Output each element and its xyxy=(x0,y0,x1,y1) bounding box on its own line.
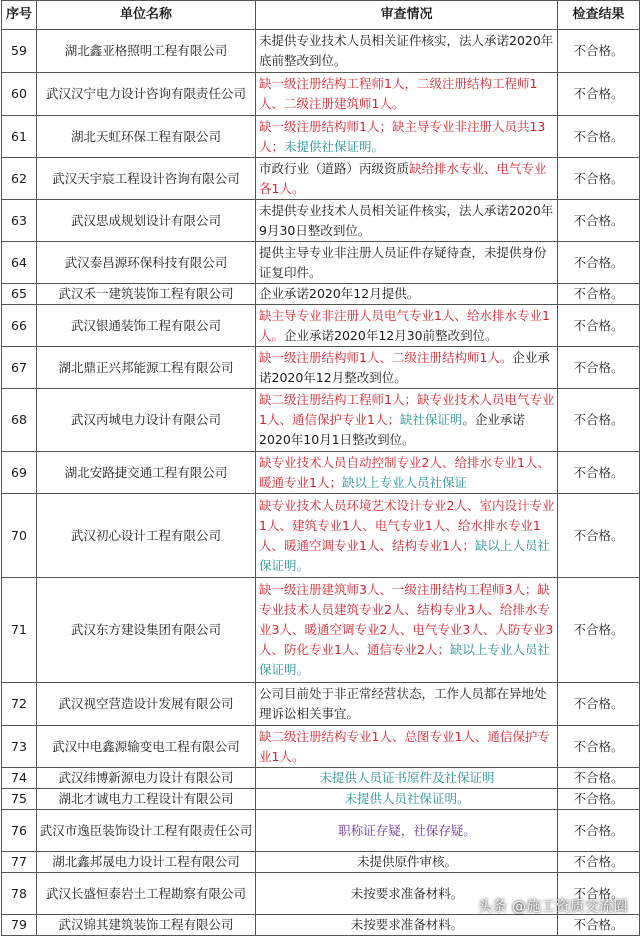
company-name: 武汉思成规划设计有限公司 xyxy=(37,200,256,242)
review-cell xyxy=(256,389,558,452)
header-result: 检查结果 xyxy=(558,1,640,30)
review-text: 缺以上专业人员社保证明。 xyxy=(259,642,550,677)
review-cell xyxy=(256,116,558,158)
row-number: 67 xyxy=(2,347,37,389)
row-number: 62 xyxy=(2,158,37,200)
company-name: 湖北鑫亚格照明工程有限公司 xyxy=(37,30,256,73)
table-row xyxy=(2,242,640,284)
table-row xyxy=(2,789,640,810)
review-cell xyxy=(256,789,558,810)
review-cell xyxy=(256,158,558,200)
review-text: 企业承诺2020年12月提供。 xyxy=(259,286,420,301)
result-cell: 不合格。 xyxy=(558,158,640,200)
table-row xyxy=(2,116,640,158)
company-name: 湖北鼎正兴邦能源工程有限公司 xyxy=(37,347,256,389)
review-text: 缺以上专业人员社保证 xyxy=(341,474,467,490)
company-name: 武汉视空营造设计发展有限公司 xyxy=(37,683,256,726)
review-text: 未提供人员证书原件及社保证明 xyxy=(319,770,495,785)
review-cell xyxy=(256,452,558,494)
table-row xyxy=(2,158,640,200)
table-row xyxy=(2,73,640,116)
review-text: 缺社保证明 xyxy=(399,412,463,427)
review-text: 缺一级注册建筑师3人、一级注册结构工程师3人；缺专业技术人员建筑专业2人、结构专业3人、给排水专业3人、暖通空调专业2人、电气专业3人、人防专业3人、防化专业1人、通信专业2人； xyxy=(259,582,554,657)
review-cell xyxy=(256,768,558,789)
review-text: 提供主导专业非注册人员证件存疑待查，未提供身份证复印件。 xyxy=(259,244,547,280)
row-number: 60 xyxy=(2,73,37,116)
result-cell: 不合格。 xyxy=(558,30,640,73)
review-cell xyxy=(256,852,558,873)
inspection-table xyxy=(1,0,640,936)
row-number: 76 xyxy=(2,810,37,852)
review-text: 缺专业技术人员自动控制专业2人、给排水专业1人、暖通专业1人； xyxy=(259,454,550,490)
company-name: 武汉天宇宸工程设计咨询有限公司 xyxy=(37,158,256,200)
table-row xyxy=(2,726,640,768)
review-text: 企业承诺2020年12月整改到位。 xyxy=(259,349,550,385)
table-row xyxy=(2,578,640,683)
company-name: 武汉汉宁电力设计咨询有限责任公司 xyxy=(37,73,256,116)
review-text: 未按要求准备材料。 xyxy=(350,917,464,932)
company-name: 武汉银通装饰工程有限公司 xyxy=(37,305,256,347)
table-row xyxy=(2,852,640,873)
review-text: 缺以上人员社保证明。 xyxy=(259,537,550,573)
result-cell: 不合格。 xyxy=(558,452,640,494)
table-row xyxy=(2,915,640,936)
review-text: 职称证存疑，社保存疑。 xyxy=(338,822,476,838)
review-text: 缺二级注册结构专业1人、总图专业1人、通信保护专业1人。 xyxy=(259,728,550,764)
row-number: 78 xyxy=(2,873,37,915)
review-cell xyxy=(256,578,558,683)
result-cell: 不合格。 xyxy=(558,73,640,116)
result-cell: 不合格。 xyxy=(558,242,640,284)
review-cell xyxy=(256,242,558,284)
table-row xyxy=(2,200,640,242)
review-cell xyxy=(256,726,558,768)
table-row xyxy=(2,30,640,73)
review-cell xyxy=(256,305,558,347)
result-cell: 不合格。 xyxy=(558,852,640,873)
watermark: 头条 @施工资质交流圈 xyxy=(478,899,628,915)
company-name: 武汉长盛恒泰岩土工程勘察有限公司 xyxy=(37,873,256,915)
result-cell: 不合格。 xyxy=(558,578,640,683)
review-text: 缺二级注册结构工程师1人；缺专业技术人员电气专业1人、通信保护专业1人； xyxy=(259,392,555,427)
result-cell: 不合格。 xyxy=(558,789,640,810)
review-text: 企业承诺2020年12月30前整改到位。 xyxy=(284,327,498,343)
result-cell: 不合格。 xyxy=(558,494,640,578)
review-text: 缺给排水专业、电气专业各1人。 xyxy=(259,160,547,196)
row-number: 65 xyxy=(2,284,37,305)
company-name: 武汉泰昌源环保科技有限公司 xyxy=(37,242,256,284)
table-row xyxy=(2,810,640,852)
result-cell: 不合格。 xyxy=(558,768,640,789)
row-number: 75 xyxy=(2,789,37,810)
company-name: 武汉锦其建筑装饰工程有限公司 xyxy=(37,915,256,936)
result-cell: 不合格。 xyxy=(558,389,640,452)
review-cell xyxy=(256,915,558,936)
review-cell xyxy=(256,494,558,578)
result-cell: 不合格。 xyxy=(558,284,640,305)
row-number: 77 xyxy=(2,852,37,873)
result-cell: 不合格。 xyxy=(558,683,640,726)
row-number: 79 xyxy=(2,915,37,936)
company-name: 湖北才诚电力工程设计有限公司 xyxy=(37,789,256,810)
table-row xyxy=(2,452,640,494)
row-number: 66 xyxy=(2,305,37,347)
review-cell xyxy=(256,30,558,73)
row-number: 64 xyxy=(2,242,37,284)
header-num: 序号 xyxy=(2,1,37,30)
review-text: 缺主导专业非注册人员电气专业1人、给水排水专业1人。 xyxy=(259,307,550,343)
company-name: 武汉市逸臣装饰设计工程有限责任公司 xyxy=(37,810,256,852)
review-text: 缺一级注册结构师1人、二级注册结构师1人。 xyxy=(259,349,513,365)
result-cell: 不合格。 xyxy=(558,116,640,158)
review-cell xyxy=(256,284,558,305)
table-row xyxy=(2,768,640,789)
row-number: 74 xyxy=(2,768,37,789)
result-cell: 不合格。 xyxy=(558,347,640,389)
row-number: 59 xyxy=(2,30,37,73)
header-review: 审查情况 xyxy=(256,1,558,30)
header-row xyxy=(2,1,640,30)
review-text: 未提供专业技术人员相关证件核实，法人承诺2020年9月30日整改到位。 xyxy=(259,202,554,238)
company-name: 武汉东方建设集团有限公司 xyxy=(37,578,256,683)
review-text: 公司目前处于非正常经营状态，工作人员都在异地处理诉讼相关事宜。 xyxy=(259,686,547,721)
review-text: 缺专业技术人员环境艺术设计专业2人、室内设计专业1人、建筑专业1人、电气专业1人、给水排水专业1人、暖通空调专业1人、结构专业1人； xyxy=(259,497,555,553)
review-cell xyxy=(256,73,558,116)
result-cell: 不合格。 xyxy=(558,915,640,936)
review-text: 。企业承诺2020年10月1日整改到位。 xyxy=(259,412,525,447)
review-text: 未提供社保证明。 xyxy=(284,138,385,154)
row-number: 70 xyxy=(2,494,37,578)
company-name: 湖北鑫邦晟电力设计工程有限公司 xyxy=(37,852,256,873)
row-number: 61 xyxy=(2,116,37,158)
review-text: 市政行业（道路）丙级资质 xyxy=(259,160,410,176)
table-row xyxy=(2,347,640,389)
review-cell xyxy=(256,683,558,726)
table-row xyxy=(2,305,640,347)
review-cell xyxy=(256,347,558,389)
result-cell: 不合格。 xyxy=(558,726,640,768)
company-name: 武汉中电鑫源输变电工程有限公司 xyxy=(37,726,256,768)
company-name: 武汉纬博新源电力设计有限公司 xyxy=(37,768,256,789)
row-number: 68 xyxy=(2,389,37,452)
header-name: 单位名称 xyxy=(37,1,256,30)
company-name: 武汉丙城电力设计有限公司 xyxy=(37,389,256,452)
table-row xyxy=(2,494,640,578)
review-text: 未提供人员社保证明。 xyxy=(344,791,470,806)
row-number: 73 xyxy=(2,726,37,768)
review-cell xyxy=(256,810,558,852)
company-name: 武汉禾一建筑装饰工程有限公司 xyxy=(37,284,256,305)
company-name: 湖北天虹环保工程有限公司 xyxy=(37,116,256,158)
review-text: 缺一级注册结构师1人；缺主导专业非注册人员共13人； xyxy=(259,118,546,154)
row-number: 72 xyxy=(2,683,37,726)
result-cell: 不合格。 xyxy=(558,810,640,852)
company-name: 武汉初心设计工程有限公司 xyxy=(37,494,256,578)
company-name: 湖北安路捷交通工程有限公司 xyxy=(37,452,256,494)
row-number: 63 xyxy=(2,200,37,242)
table-row xyxy=(2,389,640,452)
result-cell: 不合格。 xyxy=(558,873,640,915)
review-cell xyxy=(256,200,558,242)
row-number: 69 xyxy=(2,452,37,494)
result-cell: 不合格。 xyxy=(558,305,640,347)
review-text: 缺一级注册结构工程师1人，二级注册结构工程师1人、二级注册建筑师1人。 xyxy=(259,76,538,111)
table-row xyxy=(2,683,640,726)
review-text: 未按要求准备材料。 xyxy=(350,885,464,901)
row-number: 71 xyxy=(2,578,37,683)
result-cell: 不合格。 xyxy=(558,200,640,242)
review-text: 未提供专业技术人员相关证件核实，法人承诺2020年底前整改到位。 xyxy=(259,33,554,68)
table-row xyxy=(2,284,640,305)
review-text: 未提供原件审核。 xyxy=(356,854,457,869)
